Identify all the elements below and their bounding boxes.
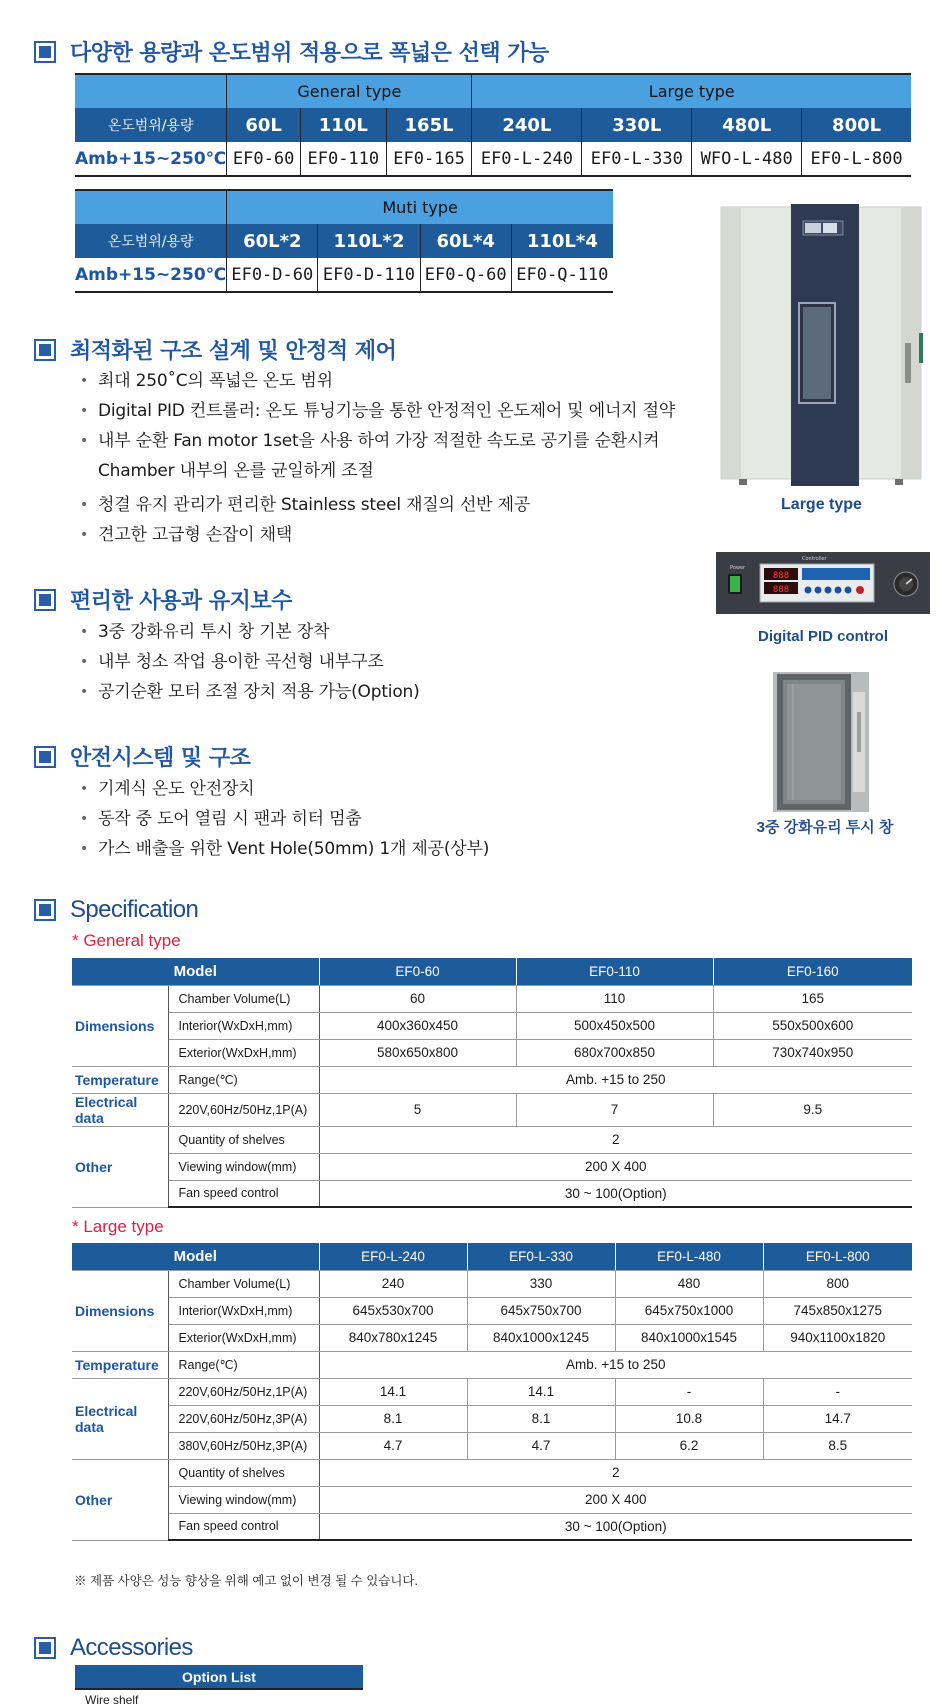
window-value: 200 X 400 <box>319 1153 912 1180</box>
list-item: • 공기순환 모터 조절 장치 적용 가능(Option) <box>76 677 636 707</box>
power-value: 9.5 <box>713 1093 912 1126</box>
interior-value: 745x850x1275 <box>763 1297 912 1324</box>
list-item: • 동작 중 도어 열림 시 팬과 히터 멈춤 <box>76 804 636 834</box>
exterior-value: 840x1000x1545 <box>615 1324 763 1351</box>
option-list-header: Option List <box>75 1665 363 1689</box>
digital-pid-panel-image <box>716 552 930 614</box>
square-bullet-icon <box>34 339 56 361</box>
square-bullet-icon <box>34 899 56 921</box>
power-1p-value: - <box>615 1378 763 1405</box>
safety-list <box>76 774 636 864</box>
capacity-cell: 110L <box>300 108 386 142</box>
list-item: • Digital PID 컨트롤러: 온도 튜닝기능을 통한 안정적인 온도제어 및 에너지 절약 <box>76 396 716 426</box>
capacity-cell: 800L <box>802 108 911 142</box>
section-title-maintenance: 편리한 사용과 유지보수 <box>34 584 292 615</box>
power-1p-label: 220V,60Hz/50Hz,1P(A) <box>168 1378 319 1405</box>
power-3p-380-value: 4.7 <box>319 1432 467 1459</box>
exterior-label: Exterior(WxDxH,mm) <box>168 1324 319 1351</box>
exterior-value: 680x700x850 <box>516 1039 713 1066</box>
shelves-value: 2 <box>319 1459 912 1486</box>
capacity-cell: 240L <box>472 108 582 142</box>
power-3p-220-value: 14.7 <box>763 1405 912 1432</box>
section-title-safety: 안전시스템 및 구조 <box>34 741 250 772</box>
general-spec-table <box>72 958 912 1208</box>
temperature-group: Temperature <box>72 1066 168 1093</box>
power-3p-220-value: 8.1 <box>467 1405 615 1432</box>
fan-label: Fan speed control <box>168 1180 319 1207</box>
electrical-group: Electrical data <box>72 1378 168 1459</box>
interior-label: Interior(WxDxH,mm) <box>168 1012 319 1039</box>
interior-value: 500x450x500 <box>516 1012 713 1039</box>
fan-value: 30 ~ 100(Option) <box>319 1513 912 1540</box>
exterior-value: 840x780x1245 <box>319 1324 467 1351</box>
pid-caption: Digital PID control <box>757 628 888 645</box>
exterior-value: 940x1100x1820 <box>763 1324 912 1351</box>
model-cell: WFO-L-480 <box>692 142 802 176</box>
muti-type-header: Muti type <box>227 190 613 224</box>
square-bullet-icon <box>34 746 56 768</box>
interior-value: 645x530x700 <box>319 1297 467 1324</box>
model-cell: EF0-L-800 <box>802 142 911 176</box>
capacity-cell: 165L <box>386 108 472 142</box>
square-bullet-icon <box>34 1637 56 1659</box>
spec-change-note: ※ 제품 사양은 성능 향상을 위해 예고 없이 변경 될 수 있습니다. <box>74 1574 418 1588</box>
panel-display-1: 888 <box>772 571 790 581</box>
model-header: Model <box>72 958 319 985</box>
model-col: EF0-L-480 <box>615 1243 763 1270</box>
capacity-cell: 110L*2 <box>318 224 420 258</box>
chamber-value: 240 <box>319 1270 467 1297</box>
electrical-group: Electrical data <box>72 1093 168 1126</box>
model-col: EF0-L-330 <box>467 1243 615 1270</box>
dimensions-group: Dimensions <box>72 1270 168 1351</box>
glass-caption: 3중 강화유리 투시 창 <box>756 819 894 836</box>
list-item: • 3중 강화유리 투시 창 기본 장착 <box>76 617 636 647</box>
power-label: 220V,60Hz/50Hz,1P(A) <box>168 1093 319 1126</box>
power-value: 7 <box>516 1093 713 1126</box>
glass-window-image <box>773 672 869 812</box>
range-label: Range(℃) <box>168 1066 319 1093</box>
model-cell: EF0-110 <box>300 142 386 176</box>
interior-value: 645x750x700 <box>467 1297 615 1324</box>
chamber-value: 800 <box>763 1270 912 1297</box>
capacity-cell: 110L*4 <box>511 224 613 258</box>
large-type-oven-image <box>719 203 924 488</box>
exterior-value: 580x650x800 <box>319 1039 516 1066</box>
list-item-continued: Chamber 내부의 온를 균일하게 조절 <box>98 461 374 481</box>
chamber-label: Chamber Volume(L) <box>168 985 319 1012</box>
interior-value: 550x500x600 <box>713 1012 912 1039</box>
interior-value: 400x360x450 <box>319 1012 516 1039</box>
large-type-subtitle: * Large type <box>72 1217 164 1236</box>
capacity-cell: 60L <box>227 108 301 142</box>
model-col: EF0-60 <box>319 958 516 985</box>
exterior-value: 730x740x950 <box>713 1039 912 1066</box>
window-value: 200 X 400 <box>319 1486 912 1513</box>
chamber-value: 110 <box>516 985 713 1012</box>
shelves-label: Quantity of shelves <box>168 1459 319 1486</box>
capacity-cell: 330L <box>582 108 692 142</box>
other-group: Other <box>72 1459 168 1540</box>
range-label: Range(℃) <box>168 1351 319 1378</box>
square-bullet-icon <box>34 589 56 611</box>
large-spec-table <box>72 1243 912 1541</box>
other-group: Other <box>72 1126 168 1207</box>
model-cell: EF0-Q-60 <box>420 258 511 292</box>
general-type-subtitle: * General type <box>72 931 181 950</box>
model-col: EF0-160 <box>713 958 912 985</box>
overview-table-muti <box>75 189 613 293</box>
list-item: • 내부 청소 작업 용이한 곡선형 내부구조 <box>76 647 636 677</box>
model-cell: EF0-Q-110 <box>511 258 613 292</box>
power-1p-value: 14.1 <box>467 1378 615 1405</box>
capacity-cell: 60L*2 <box>227 224 318 258</box>
section-title-accessories: Accessories <box>34 1634 193 1662</box>
power-3p-380-value: 4.7 <box>467 1432 615 1459</box>
power-3p-380-label: 380V,60Hz/50Hz,3P(A) <box>168 1432 319 1459</box>
panel-controller-label: Controller <box>802 556 827 562</box>
interior-value: 645x750x1000 <box>615 1297 763 1324</box>
power-3p-220-value: 10.8 <box>615 1405 763 1432</box>
window-label: Viewing window(mm) <box>168 1153 319 1180</box>
shelves-label: Quantity of shelves <box>168 1126 319 1153</box>
row-header: 온도범위/용량 <box>75 108 227 142</box>
section-title-capacity: 다양한 용량과 온도범위 적용으로 폭넓은 선택 가능 <box>34 36 549 67</box>
chamber-value: 60 <box>319 985 516 1012</box>
accessories-option-table <box>75 1665 363 1706</box>
list-item: • 최대 250˚C의 폭넓은 온도 범위 <box>76 366 716 396</box>
power-3p-380-value: 6.2 <box>615 1432 763 1459</box>
range-cell: Amb+15~250℃ <box>75 258 227 292</box>
interior-label: Interior(WxDxH,mm) <box>168 1297 319 1324</box>
power-3p-220-value: 8.1 <box>319 1405 467 1432</box>
chamber-value: 165 <box>713 985 912 1012</box>
general-type-header: General type <box>227 74 472 108</box>
capacity-cell: 480L <box>692 108 802 142</box>
fan-label: Fan speed control <box>168 1513 319 1540</box>
large-type-caption: Large type <box>781 496 862 513</box>
model-header: Model <box>72 1243 319 1270</box>
chamber-value: 330 <box>467 1270 615 1297</box>
range-value: Amb. +15 to 250 <box>319 1066 912 1093</box>
dimensions-group: Dimensions <box>72 985 168 1066</box>
exterior-label: Exterior(WxDxH,mm) <box>168 1039 319 1066</box>
model-cell: EF0-D-60 <box>227 258 318 292</box>
window-label: Viewing window(mm) <box>168 1486 319 1513</box>
range-value: Amb. +15 to 250 <box>319 1351 912 1378</box>
maintenance-list <box>76 617 636 707</box>
list-item: • 청결 유지 관리가 편리한 Stainless steel 재질의 선반 제공 <box>76 490 716 520</box>
chamber-label: Chamber Volume(L) <box>168 1270 319 1297</box>
power-value: 5 <box>319 1093 516 1126</box>
panel-power-label: Power <box>730 565 746 571</box>
row-header: 온도범위/용량 <box>75 224 227 258</box>
capacity-cell: 60L*4 <box>420 224 511 258</box>
power-3p-220-label: 220V,60Hz/50Hz,3P(A) <box>168 1405 319 1432</box>
power-1p-value: - <box>763 1378 912 1405</box>
square-bullet-icon <box>34 41 56 63</box>
range-cell: Amb+15~250℃ <box>75 142 227 176</box>
power-1p-value: 14.1 <box>319 1378 467 1405</box>
temperature-group: Temperature <box>72 1351 168 1378</box>
model-cell: EF0-D-110 <box>318 258 420 292</box>
model-cell: EF0-L-330 <box>582 142 692 176</box>
chamber-value: 480 <box>615 1270 763 1297</box>
structure-list <box>76 366 716 550</box>
list-item: • 기계식 온도 안전장치 <box>76 774 636 804</box>
model-cell: EF0-60 <box>227 142 301 176</box>
list-item: • 가스 배출을 위한 Vent Hole(50mm) 1개 제공(상부) <box>76 834 636 864</box>
model-cell: EF0-165 <box>386 142 472 176</box>
section-title-specification: Specification <box>34 896 198 924</box>
model-col: EF0-110 <box>516 958 713 985</box>
exterior-value: 840x1000x1245 <box>467 1324 615 1351</box>
model-cell: EF0-L-240 <box>472 142 582 176</box>
large-type-header: Large type <box>472 74 911 108</box>
list-item: • 내부 순환 Fan motor 1set을 사용 하여 가장 적절한 속도로 공기를 순환시켜 <box>76 426 716 456</box>
panel-display-2: 888 <box>772 585 790 595</box>
shelves-value: 2 <box>319 1126 912 1153</box>
option-item: Wire shelf <box>75 1689 363 1706</box>
model-col: EF0-L-240 <box>319 1243 467 1270</box>
model-col: EF0-L-800 <box>763 1243 912 1270</box>
overview-table-general-large <box>75 73 911 177</box>
section-title-structure: 최적화된 구조 설계 및 안정적 제어 <box>34 334 396 365</box>
list-item: • 견고한 고급형 손잡이 채택 <box>76 520 716 550</box>
power-3p-380-value: 8.5 <box>763 1432 912 1459</box>
fan-value: 30 ~ 100(Option) <box>319 1180 912 1207</box>
